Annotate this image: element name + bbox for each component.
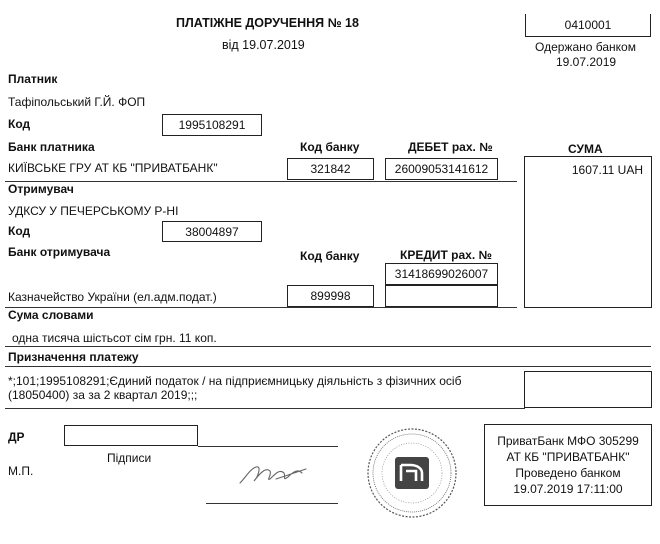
recipient-code: 38004897: [185, 224, 239, 239]
recipient-section-label: Отримувач: [8, 182, 74, 196]
credit-extra-box: [385, 285, 498, 307]
form-code-box: [525, 14, 651, 37]
payer-bank-code: 321842: [310, 162, 351, 176]
purpose-side-box: [524, 371, 652, 408]
signatures-label: Підписи: [107, 451, 152, 465]
recipient-bank-name: Казначейство України (ел.адм.подат.): [8, 290, 217, 304]
recipient-bank-code-label: Код банку: [300, 249, 360, 263]
amount-words-text: одна тисяча шістьсот сім грн. 11 коп.: [12, 331, 217, 345]
sum-label: СУМА: [568, 142, 603, 156]
bank-stamp-line-1: ПриватБанк МФО 305299: [497, 434, 639, 448]
document-date: від 19.07.2019: [222, 38, 305, 52]
received-date: 19.07.2019: [556, 55, 617, 69]
debit-account-box: [385, 158, 498, 180]
payer-bank-code-box: [287, 158, 374, 180]
signature-line-bottom: [206, 503, 338, 504]
payer-bank-name: КИЇВСЬКЕ ГРУ АТ КБ "ПРИВАТБАНК": [8, 161, 218, 175]
recipient-bank-label: Банк отримувача: [8, 245, 111, 259]
document-title: ПЛАТІЖНЕ ДОРУЧЕННЯ № 18: [176, 16, 359, 30]
bank-stamp-line-4: 19.07.2019 17:11:00: [513, 482, 623, 496]
payer-section-label: Платник: [8, 72, 58, 86]
bank-processed-stamp: [484, 424, 652, 506]
bank-stamp-line-2: АТ КБ "ПРИВАТБАНК": [506, 450, 630, 464]
sum-value: 1607.11 UAH: [571, 163, 643, 177]
debit-label: ДЕБЕТ рах. №: [408, 140, 493, 154]
amount-words-label: Сума словами: [8, 308, 94, 322]
purpose-label: Призначення платежу: [8, 350, 139, 364]
recipient-bank-code: 899998: [310, 289, 351, 303]
payer-name: Тафіпольський Г.Й. ФОП: [8, 95, 146, 109]
bank-seal: [366, 427, 458, 519]
purpose-line-1: *;101;1995108291;Єдиний податок / на підприємницьку діяльність з фізичних осіб: [8, 374, 462, 388]
payer-code: 1995108291: [178, 118, 246, 132]
debit-account: 26009053141612: [394, 162, 489, 176]
dr-label: ДР: [8, 430, 25, 444]
sum-box: [524, 156, 652, 308]
form-code: 0410001: [564, 18, 612, 32]
recipient-bank-code-box: [287, 285, 374, 307]
recipient-code-label: Код: [8, 224, 31, 238]
dr-box: [64, 425, 198, 446]
credit-account: 31418699026007: [394, 267, 489, 281]
credit-label: КРЕДИТ рах. №: [400, 248, 492, 262]
purpose-bottom-line: [5, 408, 525, 409]
recipient-name: УДКСУ У ПЕЧЕРСЬКОМУ Р-НІ: [8, 204, 179, 218]
purpose-line-2: (18050400) за за 2 квартал 2019;;;: [8, 388, 198, 402]
recipient-code-box: [162, 221, 262, 242]
mp-label: М.П.: [8, 464, 34, 478]
purpose-underline: [5, 366, 651, 367]
payer-code-box: [162, 114, 262, 136]
payer-bank-label: Банк платника: [8, 140, 95, 154]
received-label: Одержано банком: [535, 40, 636, 54]
amount-divider: [5, 346, 651, 347]
credit-account-box: [385, 263, 498, 285]
payer-divider: [5, 181, 517, 182]
signature-line-top: [198, 446, 338, 447]
payer-bank-code-label: Код банку: [300, 140, 360, 154]
handwritten-signature: [236, 455, 316, 491]
payer-code-label: Код: [8, 117, 31, 131]
bank-stamp-line-3: Проведено банком: [515, 466, 621, 480]
